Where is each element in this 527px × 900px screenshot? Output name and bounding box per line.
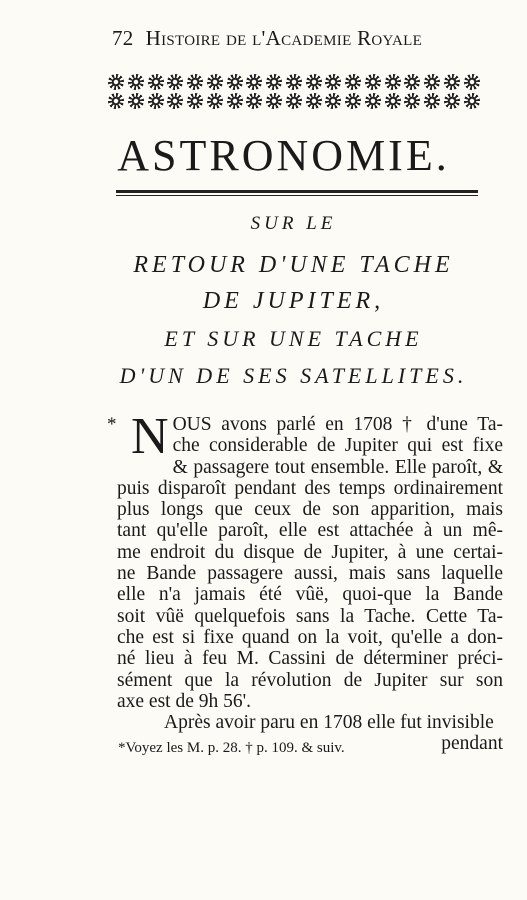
flower-ornament-icon <box>306 74 322 90</box>
flower-ornament-icon <box>207 74 223 90</box>
page-number: 72 <box>112 26 134 50</box>
body-line: che est si fixe quand on la voit, qu'elle a don- <box>117 626 503 648</box>
flower-ornament-icon <box>404 74 420 90</box>
flower-ornament-icon <box>187 93 203 109</box>
body-text <box>107 408 503 755</box>
body-line: & passagere tout ensemble. Elle paroît, & <box>172 456 503 478</box>
body-line: sément que la révolution de Jupiter sur son <box>117 669 503 691</box>
flower-ornament-icon <box>424 93 440 109</box>
flower-ornament-icon <box>128 93 144 109</box>
flower-ornament-icon <box>424 74 440 90</box>
flower-ornament-icon <box>167 93 183 109</box>
body-line: elle n'a jamais été vûë, quoi-que la Bande <box>117 584 503 606</box>
body-line: tant qu'elle paroît, elle est attachée à un mê- <box>117 520 503 542</box>
catchword: pendant <box>441 733 503 755</box>
running-header <box>112 26 497 51</box>
flower-ornament-icon <box>227 74 243 90</box>
flower-ornament-icon <box>404 93 420 109</box>
flower-ornament-icon <box>266 74 282 90</box>
flower-ornament-icon <box>187 74 203 90</box>
flower-ornament-icon <box>306 93 322 109</box>
footnote: *Voyez les M. p. 28. † p. 109. & suiv. <box>118 740 345 756</box>
flower-ornament-icon <box>325 74 341 90</box>
flower-ornament-icon <box>148 93 164 109</box>
subtitle-line-5: D'UN DE SES SATELLITES. <box>119 363 468 388</box>
body-line: soit vûë quelquefois sans la Tache. Cette Ta- <box>117 605 503 627</box>
subtitle-line-1: SUR LE <box>250 213 337 234</box>
flower-ornament-icon <box>167 74 183 90</box>
ornament-row-top <box>108 74 480 90</box>
body-line: axe est de 9h 56'. <box>117 690 252 712</box>
flower-ornament-icon <box>246 93 262 109</box>
subtitle-line-3: DE JUPITER, <box>202 288 385 314</box>
subtitle-line-4: ET SUR UNE TACHE <box>164 326 423 351</box>
paragraph-2-line: Après avoir paru en 1708 elle fut invisible <box>164 712 494 734</box>
flower-ornament-icon <box>207 93 223 109</box>
flower-ornament-icon <box>325 93 341 109</box>
flower-ornament-icon <box>365 93 381 109</box>
flower-ornament-icon <box>365 74 381 90</box>
flower-ornament-icon <box>385 93 401 109</box>
flower-ornament-icon <box>286 74 302 90</box>
flower-ornament-icon <box>464 74 480 90</box>
flower-ornament-icon <box>246 74 262 90</box>
body-line: plus longs que ceux de son apparition, mais <box>117 499 503 521</box>
flower-ornament-icon <box>385 74 401 90</box>
title-rule <box>116 190 478 196</box>
flower-ornament-icon <box>108 74 124 90</box>
flower-ornament-icon <box>444 74 460 90</box>
subtitle-line-2: RETOUR D'UNE TACHE <box>133 252 454 278</box>
flower-ornament-icon <box>266 93 282 109</box>
flower-ornament-icon <box>148 74 164 90</box>
body-line: che considerable de Jupiter qui est fixe <box>172 435 503 457</box>
body-line: né lieu à feu M. Cassini de déterminer préci- <box>117 648 503 670</box>
flower-ornament-icon <box>128 74 144 90</box>
body-line: OUS avons parlé en 1708 † d'une Ta- <box>172 414 503 435</box>
flower-ornament-icon <box>108 93 124 109</box>
ornament-row-bottom <box>108 93 480 109</box>
footnote-marker: * <box>107 414 117 435</box>
body-line: me endroit du disque de Jupiter, à une certai- <box>117 541 503 563</box>
running-title: Histoire de l'Academie Royale <box>145 26 423 50</box>
flower-ornament-icon <box>345 74 361 90</box>
flower-ornament-icon <box>444 93 460 109</box>
flower-ornament-icon <box>345 93 361 109</box>
drop-cap: N <box>131 408 169 465</box>
body-line: puis disparoît pendant des temps ordinairement <box>117 477 503 499</box>
body-line: ne Bande passagere aussi, mais sans laquelle <box>117 563 503 585</box>
section-title: ASTRONOMIE. <box>117 131 450 180</box>
flower-ornament-icon <box>286 93 302 109</box>
flower-ornament-icon <box>227 93 243 109</box>
flower-ornament-icon <box>464 93 480 109</box>
